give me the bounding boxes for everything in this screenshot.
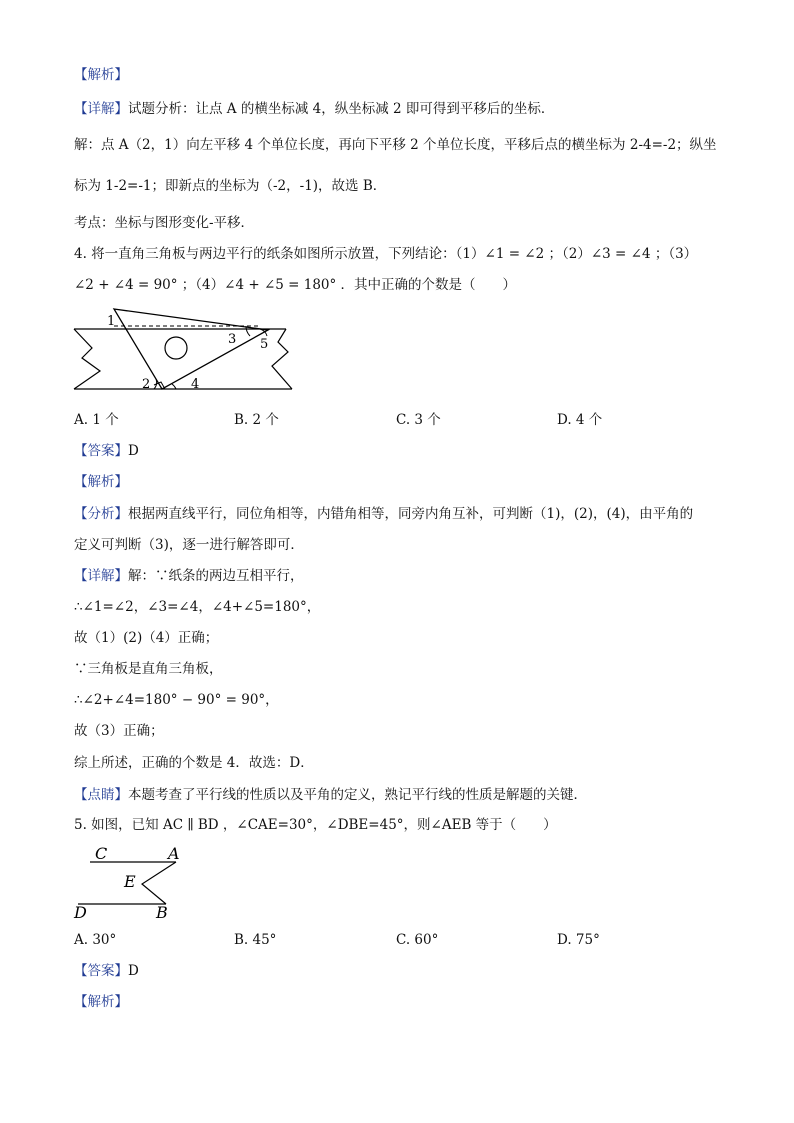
q5-option-c: C. 60° <box>396 932 439 948</box>
q4-analysis-tag: 【解析】 <box>74 474 128 490</box>
q5-option-d: D. 75° <box>557 932 600 948</box>
angle-arc-4 <box>172 384 176 389</box>
q3-detail-tag: 【详解】 <box>74 101 128 117</box>
q4-dianjing-tag: 【点睛】 <box>74 787 128 803</box>
angle-label-2: 2 <box>142 377 151 392</box>
q4-dianjing-text: 本题考查了平行线的性质以及平角的定义，熟记平行线的性质是解题的关键． <box>128 787 587 803</box>
q4-fenxi-line1 <box>74 505 693 523</box>
q5-answer <box>74 962 139 980</box>
point-label-e: E <box>124 872 136 891</box>
q4-fenxi-tag: 【分析】 <box>74 506 128 522</box>
q4-detail-text: 解：∵纸条的两边互相平行， <box>128 568 304 584</box>
q3-detail-text: 试题分析：让点 A 的横坐标减 4，纵坐标减 2 即可得到平移后的坐标． <box>128 101 555 117</box>
angle-label-1: 1 <box>107 314 116 329</box>
point-label-b: B <box>156 903 168 922</box>
q4-detail-line3: 故（1）(2)（4）正确； <box>74 630 219 646</box>
q5-option-a: A. 30° <box>74 932 117 948</box>
q3-solution-line2: 标为 1-2=-1；即新点的坐标为（-2，-1)，故选 B． <box>74 178 387 194</box>
q5-analysis-tag: 【解析】 <box>74 994 128 1010</box>
point-label-c: C <box>95 844 108 863</box>
q5-answer-tag: 【答案】 <box>74 963 128 979</box>
q5-answer-value: D <box>128 963 139 979</box>
q4-detail-tag: 【详解】 <box>74 568 128 584</box>
point-label-d: D <box>74 903 87 922</box>
q4-fenxi-text: 根据两直线平行，同位角相等，内错角相等，同旁内角互补，可判断（1)，(2)，(4)，由平角的 <box>128 506 694 522</box>
point-label-a: A <box>168 844 180 863</box>
angle-label-3: 3 <box>228 332 237 347</box>
q4-detail-line4: ∵三角板是直角三角板， <box>74 661 223 677</box>
q5-stem: 5. 如图，已知 AC ∥ BD ，∠CAE=30°，∠DBE=45°，则∠AEB 等于（ ） <box>74 817 557 833</box>
q4-dianjing <box>74 786 587 804</box>
q4-detail-line7: 综上所述，正确的个数是 4．故选：D． <box>74 755 314 771</box>
q3-kaodian: 考点：坐标与图形变化-平移． <box>74 215 255 231</box>
q3-analysis-tag: 【解析】 <box>74 67 128 83</box>
q4-detail-line1 <box>74 567 304 585</box>
q4-option-d: D. 4 个 <box>557 412 603 428</box>
q5-figure <box>70 842 190 922</box>
q3-detail <box>74 100 554 118</box>
q4-answer <box>74 442 139 460</box>
q4-answer-tag: 【答案】 <box>74 443 128 459</box>
q5-option-b: B. 45° <box>234 932 277 948</box>
strip-left-edge <box>74 329 100 389</box>
q4-option-b: B. 2 个 <box>234 412 279 428</box>
polyline-aeb <box>142 862 176 904</box>
q4-stem-line1: 4. 将一直角三角板与两边平行的纸条如图所示放置，下列结论：（1）∠1 = ∠2 ；（2）∠3 = ∠4 ；（3） <box>74 246 698 262</box>
triangle-hole <box>165 337 187 359</box>
q4-figure <box>70 306 300 398</box>
q4-stem-line2: ∠2 + ∠4 = 90° ；（4）∠4 + ∠5 = 180° ．其中正确的个数是（ ） <box>74 277 517 293</box>
q4-option-c: C. 3 个 <box>396 412 441 428</box>
q4-fenxi-line2: 定义可判断（3)，逐一进行解答即可． <box>74 537 304 553</box>
q3-solution-line1: 解：点 A（2，1）向左平移 4 个单位长度，再向下平移 2 个单位长度，平移后点的横坐标为 2-4=-2；纵坐 <box>74 137 717 153</box>
q4-answer-value: D <box>128 443 139 459</box>
q4-detail-line6: 故（3）正确； <box>74 723 164 739</box>
angle-label-4: 4 <box>191 377 200 392</box>
q4-detail-line5: ∴∠2+∠4=180° − 90° = 90°， <box>74 692 279 708</box>
strip-right-edge <box>272 329 292 389</box>
q4-detail-line2: ∴∠1=∠2，∠3=∠4，∠4+∠5=180°， <box>74 599 321 615</box>
q4-option-a: A. 1 个 <box>74 412 119 428</box>
angle-label-5: 5 <box>260 337 269 352</box>
